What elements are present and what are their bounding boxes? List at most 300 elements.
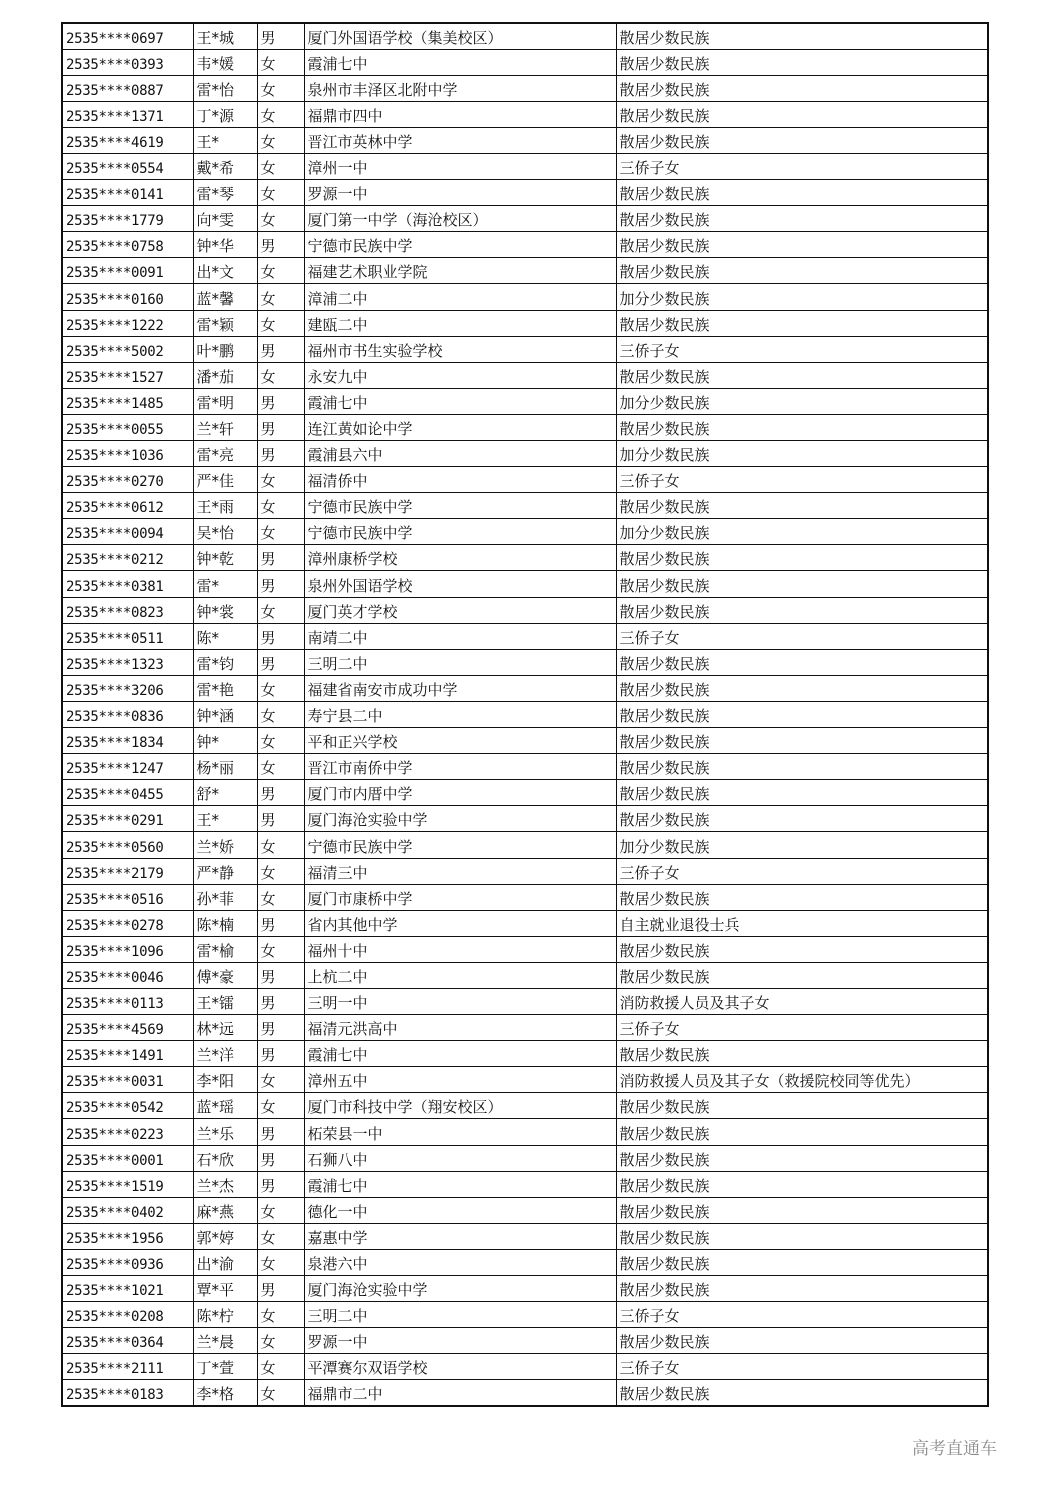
exam-id-cell: 2535****0560 [62, 832, 193, 858]
exam-id-cell: 2535****1036 [62, 441, 193, 467]
school-cell: 宁德市民族中学 [304, 832, 616, 858]
exam-id-cell: 2535****1779 [62, 206, 193, 232]
gender-cell: 男 [257, 649, 304, 675]
gender-cell: 女 [257, 284, 304, 310]
category-cell: 三侨子女 [616, 623, 988, 649]
exam-id-cell: 2535****1519 [62, 1171, 193, 1197]
school-cell: 平潭赛尔双语学校 [304, 1354, 616, 1380]
category-cell: 散居少数民族 [616, 414, 988, 440]
gender-cell: 男 [257, 910, 304, 936]
exam-id-cell: 2535****4569 [62, 1015, 193, 1041]
category-cell: 散居少数民族 [616, 1197, 988, 1223]
name-cell: 李*阳 [193, 1067, 257, 1093]
exam-id-cell: 2535****1956 [62, 1223, 193, 1249]
table-row [62, 571, 988, 597]
gender-cell: 男 [257, 23, 304, 49]
table-row [62, 153, 988, 179]
category-cell: 散居少数民族 [616, 362, 988, 388]
exam-id-cell: 2535****0697 [62, 23, 193, 49]
gender-cell: 女 [257, 180, 304, 206]
category-cell: 散居少数民族 [616, 1249, 988, 1275]
gender-cell: 女 [257, 153, 304, 179]
exam-id-cell: 2535****1247 [62, 754, 193, 780]
school-cell: 厦门第一中学（海沧校区） [304, 206, 616, 232]
table-row [62, 884, 988, 910]
school-cell: 福清侨中 [304, 467, 616, 493]
category-cell: 散居少数民族 [616, 1223, 988, 1249]
gender-cell: 男 [257, 988, 304, 1014]
table-row [62, 988, 988, 1014]
table-row [62, 910, 988, 936]
name-cell: 兰*轩 [193, 414, 257, 440]
exam-id-cell: 2535****0270 [62, 467, 193, 493]
name-cell: 雷*琴 [193, 180, 257, 206]
school-cell: 宁德市民族中学 [304, 519, 616, 545]
name-cell: 吴*怡 [193, 519, 257, 545]
gender-cell: 女 [257, 1302, 304, 1328]
exam-id-cell: 2535****0091 [62, 258, 193, 284]
school-cell: 三明一中 [304, 988, 616, 1014]
table-row [62, 23, 988, 49]
table-row [62, 441, 988, 467]
gender-cell: 女 [257, 884, 304, 910]
exam-id-cell: 2535****0223 [62, 1119, 193, 1145]
school-cell: 石狮八中 [304, 1145, 616, 1171]
school-cell: 厦门海沧实验中学 [304, 806, 616, 832]
table-row [62, 806, 988, 832]
name-cell: 李*格 [193, 1380, 257, 1406]
gender-cell: 女 [257, 493, 304, 519]
school-cell: 厦门外国语学校（集美校区） [304, 23, 616, 49]
name-cell: 韦*媛 [193, 49, 257, 75]
category-cell: 散居少数民族 [616, 1119, 988, 1145]
gender-cell: 女 [257, 1067, 304, 1093]
exam-id-cell: 2535****0208 [62, 1302, 193, 1328]
name-cell: 叶*鹏 [193, 336, 257, 362]
name-cell: 舒* [193, 780, 257, 806]
name-cell: 戴*希 [193, 153, 257, 179]
name-cell: 陈* [193, 623, 257, 649]
exam-id-cell: 2535****0212 [62, 545, 193, 571]
school-cell: 福州十中 [304, 936, 616, 962]
category-cell: 散居少数民族 [616, 1145, 988, 1171]
name-cell: 兰*晨 [193, 1328, 257, 1354]
exam-id-cell: 2535****0936 [62, 1249, 193, 1275]
school-cell: 宁德市民族中学 [304, 493, 616, 519]
gender-cell: 女 [257, 362, 304, 388]
name-cell: 孙*菲 [193, 884, 257, 910]
exam-id-cell: 2535****1371 [62, 101, 193, 127]
school-cell: 霞浦县六中 [304, 441, 616, 467]
category-cell: 散居少数民族 [616, 1276, 988, 1302]
name-cell: 兰*杰 [193, 1171, 257, 1197]
school-cell: 连江黄如论中学 [304, 414, 616, 440]
table-row [62, 936, 988, 962]
gender-cell: 男 [257, 545, 304, 571]
table-row [62, 284, 988, 310]
exam-id-cell: 2535****0046 [62, 962, 193, 988]
exam-id-cell: 2535****0055 [62, 414, 193, 440]
name-cell: 王* [193, 127, 257, 153]
category-cell: 三侨子女 [616, 153, 988, 179]
gender-cell: 女 [257, 1380, 304, 1406]
school-cell: 嘉惠中学 [304, 1223, 616, 1249]
name-cell: 石*欣 [193, 1145, 257, 1171]
name-cell: 王*城 [193, 23, 257, 49]
table-row [62, 1041, 988, 1067]
gender-cell: 男 [257, 441, 304, 467]
table-row [62, 623, 988, 649]
gender-cell: 女 [257, 754, 304, 780]
table-row [62, 649, 988, 675]
gender-cell: 女 [257, 310, 304, 336]
name-cell: 丁*萱 [193, 1354, 257, 1380]
school-cell: 福鼎市四中 [304, 101, 616, 127]
table-row [62, 701, 988, 727]
table-row [62, 49, 988, 75]
category-cell: 散居少数民族 [616, 258, 988, 284]
name-cell: 王*镭 [193, 988, 257, 1014]
watermark-text: 高考直通车 [912, 1439, 997, 1459]
name-cell: 出*渝 [193, 1249, 257, 1275]
school-cell: 晋江市南侨中学 [304, 754, 616, 780]
gender-cell: 女 [257, 1249, 304, 1275]
name-cell: 雷*亮 [193, 441, 257, 467]
exam-id-cell: 2535****1222 [62, 310, 193, 336]
category-cell: 散居少数民族 [616, 1041, 988, 1067]
name-cell: 王*雨 [193, 493, 257, 519]
category-cell: 消防救援人员及其子女 [616, 988, 988, 1014]
gender-cell: 女 [257, 1223, 304, 1249]
exam-id-cell: 2535****0001 [62, 1145, 193, 1171]
table-row [62, 310, 988, 336]
school-cell: 厦门市科技中学（翔安校区） [304, 1093, 616, 1119]
school-cell: 三明二中 [304, 1302, 616, 1328]
exam-id-cell: 2535****0402 [62, 1197, 193, 1223]
table-row [62, 1249, 988, 1275]
gender-cell: 男 [257, 1171, 304, 1197]
table-row [62, 1197, 988, 1223]
category-cell: 散居少数民族 [616, 1093, 988, 1119]
school-cell: 漳州五中 [304, 1067, 616, 1093]
category-cell: 三侨子女 [616, 336, 988, 362]
category-cell: 散居少数民族 [616, 127, 988, 153]
gender-cell: 女 [257, 101, 304, 127]
school-cell: 漳州康桥学校 [304, 545, 616, 571]
name-cell: 潘*茄 [193, 362, 257, 388]
table-row [62, 75, 988, 101]
name-cell: 向*雯 [193, 206, 257, 232]
category-cell: 散居少数民族 [616, 649, 988, 675]
school-cell: 厦门海沧实验中学 [304, 1276, 616, 1302]
table-row [62, 1328, 988, 1354]
category-cell: 散居少数民族 [616, 23, 988, 49]
category-cell: 三侨子女 [616, 467, 988, 493]
exam-id-cell: 2535****1096 [62, 936, 193, 962]
category-cell: 散居少数民族 [616, 675, 988, 701]
school-cell: 泉州外国语学校 [304, 571, 616, 597]
gender-cell: 男 [257, 1041, 304, 1067]
exam-id-cell: 2535****1485 [62, 388, 193, 414]
name-cell: 严*静 [193, 858, 257, 884]
school-cell: 福建艺术职业学院 [304, 258, 616, 284]
gender-cell: 女 [257, 701, 304, 727]
table-row [62, 545, 988, 571]
gender-cell: 女 [257, 1328, 304, 1354]
table-row [62, 467, 988, 493]
name-cell: 兰*洋 [193, 1041, 257, 1067]
name-cell: 陈*楠 [193, 910, 257, 936]
category-cell: 三侨子女 [616, 1015, 988, 1041]
gender-cell: 女 [257, 519, 304, 545]
category-cell: 散居少数民族 [616, 1380, 988, 1406]
school-cell: 永安九中 [304, 362, 616, 388]
table-row [62, 258, 988, 284]
exam-id-cell: 2535****0836 [62, 701, 193, 727]
exam-id-cell: 2535****0393 [62, 49, 193, 75]
category-cell: 消防救援人员及其子女（救援院校同等优先） [616, 1067, 988, 1093]
exam-id-cell: 2535****0031 [62, 1067, 193, 1093]
table-row [62, 232, 988, 258]
gender-cell: 女 [257, 75, 304, 101]
school-cell: 三明二中 [304, 649, 616, 675]
gender-cell: 男 [257, 388, 304, 414]
category-cell: 散居少数民族 [616, 728, 988, 754]
gender-cell: 女 [257, 1354, 304, 1380]
table-row [62, 858, 988, 884]
name-cell: 兰*乐 [193, 1119, 257, 1145]
name-cell: 覃*平 [193, 1276, 257, 1302]
category-cell: 散居少数民族 [616, 49, 988, 75]
name-cell: 兰*娇 [193, 832, 257, 858]
table-row [62, 1276, 988, 1302]
exam-id-cell: 2535****3206 [62, 675, 193, 701]
name-cell: 蓝*瑶 [193, 1093, 257, 1119]
category-cell: 散居少数民族 [616, 493, 988, 519]
school-cell: 漳州一中 [304, 153, 616, 179]
name-cell: 雷*颖 [193, 310, 257, 336]
exam-id-cell: 2535****0612 [62, 493, 193, 519]
gender-cell: 男 [257, 962, 304, 988]
category-cell: 自主就业退役士兵 [616, 910, 988, 936]
table-row [62, 597, 988, 623]
school-cell: 福建省南安市成功中学 [304, 675, 616, 701]
exam-id-cell: 2535****1323 [62, 649, 193, 675]
category-cell: 加分少数民族 [616, 519, 988, 545]
table-row [62, 962, 988, 988]
table-row [62, 127, 988, 153]
table-row [62, 1223, 988, 1249]
name-cell: 蓝*馨 [193, 284, 257, 310]
gender-cell: 女 [257, 258, 304, 284]
exam-id-cell: 2535****2179 [62, 858, 193, 884]
category-cell: 三侨子女 [616, 858, 988, 884]
school-cell: 寿宁县二中 [304, 701, 616, 727]
name-cell: 陈*柠 [193, 1302, 257, 1328]
name-cell: 郭*婷 [193, 1223, 257, 1249]
category-cell: 三侨子女 [616, 1302, 988, 1328]
gender-cell: 女 [257, 1093, 304, 1119]
school-cell: 福清元洪高中 [304, 1015, 616, 1041]
exam-id-cell: 2535****0511 [62, 623, 193, 649]
school-cell: 上杭二中 [304, 962, 616, 988]
category-cell: 散居少数民族 [616, 936, 988, 962]
table-row [62, 388, 988, 414]
table-row [62, 493, 988, 519]
name-cell: 杨*丽 [193, 754, 257, 780]
table-row [62, 1171, 988, 1197]
category-cell: 加分少数民族 [616, 832, 988, 858]
school-cell: 霞浦七中 [304, 1171, 616, 1197]
category-cell: 散居少数民族 [616, 884, 988, 910]
gender-cell: 男 [257, 623, 304, 649]
category-cell: 散居少数民族 [616, 1328, 988, 1354]
school-cell: 南靖二中 [304, 623, 616, 649]
school-cell: 福鼎市二中 [304, 1380, 616, 1406]
gender-cell: 男 [257, 1145, 304, 1171]
gender-cell: 男 [257, 336, 304, 362]
exam-id-cell: 2535****0516 [62, 884, 193, 910]
exam-id-cell: 2535****1527 [62, 362, 193, 388]
table-row [62, 675, 988, 701]
name-cell: 王* [193, 806, 257, 832]
category-cell: 散居少数民族 [616, 597, 988, 623]
name-cell: 雷*明 [193, 388, 257, 414]
name-cell: 雷* [193, 571, 257, 597]
exam-id-cell: 2535****0291 [62, 806, 193, 832]
table-row [62, 1093, 988, 1119]
name-cell: 雷*钧 [193, 649, 257, 675]
category-cell: 散居少数民族 [616, 806, 988, 832]
name-cell: 麻*燕 [193, 1197, 257, 1223]
school-cell: 平和正兴学校 [304, 728, 616, 754]
name-cell: 傅*豪 [193, 962, 257, 988]
name-cell: 出*文 [193, 258, 257, 284]
school-cell: 厦门市康桥中学 [304, 884, 616, 910]
exam-id-cell: 2535****0094 [62, 519, 193, 545]
name-cell: 雷*榆 [193, 936, 257, 962]
school-cell: 建瓯二中 [304, 310, 616, 336]
gender-cell: 男 [257, 1015, 304, 1041]
category-cell: 散居少数民族 [616, 1171, 988, 1197]
school-cell: 霞浦七中 [304, 1041, 616, 1067]
name-cell: 严*佳 [193, 467, 257, 493]
gender-cell: 女 [257, 858, 304, 884]
table-row [62, 362, 988, 388]
category-cell: 三侨子女 [616, 1354, 988, 1380]
gender-cell: 女 [257, 1197, 304, 1223]
table-row [62, 1380, 988, 1406]
category-cell: 散居少数民族 [616, 101, 988, 127]
table-row [62, 1145, 988, 1171]
exam-id-cell: 2535****2111 [62, 1354, 193, 1380]
category-cell: 散居少数民族 [616, 754, 988, 780]
gender-cell: 男 [257, 806, 304, 832]
exam-id-cell: 2535****0364 [62, 1328, 193, 1354]
category-cell: 散居少数民族 [616, 75, 988, 101]
school-cell: 省内其他中学 [304, 910, 616, 936]
gender-cell: 女 [257, 49, 304, 75]
category-cell: 散居少数民族 [616, 232, 988, 258]
table-row [62, 1119, 988, 1145]
category-cell: 散居少数民族 [616, 180, 988, 206]
gender-cell: 女 [257, 597, 304, 623]
table-row [62, 1354, 988, 1380]
exam-id-cell: 2535****0183 [62, 1380, 193, 1406]
table-row [62, 754, 988, 780]
category-cell: 散居少数民族 [616, 206, 988, 232]
exam-id-cell: 2535****0758 [62, 232, 193, 258]
exam-id-cell: 2535****0455 [62, 780, 193, 806]
school-cell: 霞浦七中 [304, 49, 616, 75]
school-cell: 漳浦二中 [304, 284, 616, 310]
school-cell: 福州市书生实验学校 [304, 336, 616, 362]
school-cell: 罗源一中 [304, 180, 616, 206]
school-cell: 厦门市内厝中学 [304, 780, 616, 806]
category-cell: 散居少数民族 [616, 545, 988, 571]
table-row [62, 101, 988, 127]
category-cell: 散居少数民族 [616, 962, 988, 988]
gender-cell: 女 [257, 675, 304, 701]
school-cell: 霞浦七中 [304, 388, 616, 414]
table-row [62, 1015, 988, 1041]
school-cell: 罗源一中 [304, 1328, 616, 1354]
category-cell: 加分少数民族 [616, 388, 988, 414]
name-cell: 钟* [193, 728, 257, 754]
gender-cell: 男 [257, 1119, 304, 1145]
category-cell: 散居少数民族 [616, 310, 988, 336]
exam-id-cell: 2535****1021 [62, 1276, 193, 1302]
category-cell: 加分少数民族 [616, 284, 988, 310]
school-cell: 厦门英才学校 [304, 597, 616, 623]
exam-id-cell: 2535****4619 [62, 127, 193, 153]
gender-cell: 女 [257, 467, 304, 493]
table-row [62, 206, 988, 232]
gender-cell: 女 [257, 936, 304, 962]
category-cell: 散居少数民族 [616, 571, 988, 597]
roster-body [62, 23, 988, 1406]
gender-cell: 女 [257, 832, 304, 858]
category-cell: 散居少数民族 [616, 780, 988, 806]
school-cell: 泉州市丰泽区北附中学 [304, 75, 616, 101]
gender-cell: 男 [257, 1276, 304, 1302]
gender-cell: 男 [257, 232, 304, 258]
name-cell: 钟*乾 [193, 545, 257, 571]
name-cell: 雷*怡 [193, 75, 257, 101]
exam-id-cell: 2535****5002 [62, 336, 193, 362]
gender-cell: 男 [257, 414, 304, 440]
gender-cell: 女 [257, 206, 304, 232]
exam-id-cell: 2535****0113 [62, 988, 193, 1014]
student-roster-table [61, 22, 989, 1407]
name-cell: 钟*华 [193, 232, 257, 258]
table-row [62, 180, 988, 206]
table-row [62, 1067, 988, 1093]
category-cell: 散居少数民族 [616, 701, 988, 727]
school-cell: 晋江市英林中学 [304, 127, 616, 153]
name-cell: 钟*涵 [193, 701, 257, 727]
table-row [62, 414, 988, 440]
gender-cell: 男 [257, 780, 304, 806]
exam-id-cell: 2535****0823 [62, 597, 193, 623]
exam-id-cell: 2535****0381 [62, 571, 193, 597]
table-row [62, 336, 988, 362]
exam-id-cell: 2535****0141 [62, 180, 193, 206]
table-row [62, 1302, 988, 1328]
gender-cell: 女 [257, 127, 304, 153]
exam-id-cell: 2535****0554 [62, 153, 193, 179]
name-cell: 林*远 [193, 1015, 257, 1041]
